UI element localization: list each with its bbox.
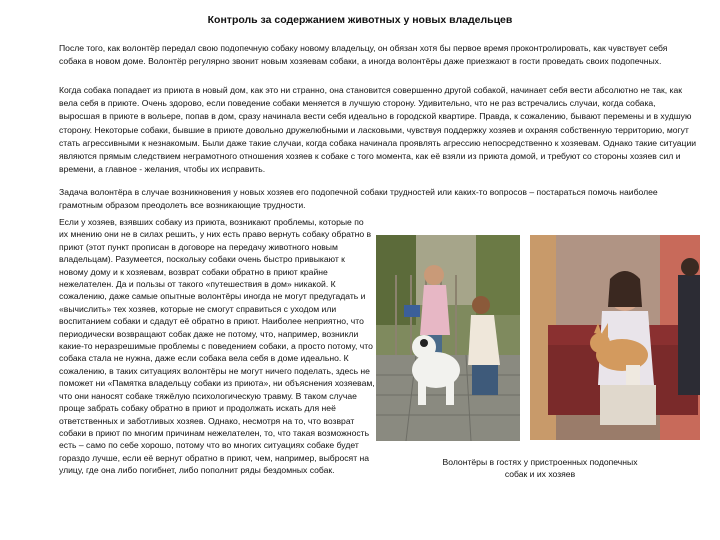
paragraph-behavior: Когда собака попадает из приюта в новый дом, как это ни странно, она становится совершенно другой собакой, начинает себя вести абсолютно не так, как вела себя в приюте. Очень здорово, если поведение собаки меняется в лучшую сторону. Удивительно, что не раз встречались случаи, когда собака, выросшая в приюте в вольере, попав в дом, сразу начинала вести себя идеально в городской квартире. Правда, к сожалению, бывают перемены и в худшую сторону. Некоторые собаки, бывшие в приюте довольно дружелюбными и ласковыми, чувствуя поддержку хозяев и охраняя собственную территорию, могут стать агрессивными к незнакомым. Были даже такие случаи, когда собака начинала проявлять агрессию непосредственно к хозяевам. Однако такие ситуации являются прямым следствием неграмотного отношения хозяев к собаке с того момента, как её взяли из приюта домой, и требуют со стороны хозяев сил и времени, а главное - желания, чтобы их исправить. — [59, 85, 697, 175]
paragraph-volunteer-task: Задача волонтёра в случае возникновения у новых хозяев его подопечной собаки трудностей или каких-то вопросов – постараться помочь наиболее грамотным образом преодолеть все возникающие трудности. — [59, 187, 658, 211]
photo-caption: Волонтёры в гостях у пристроенных подопечных собак и их хозяев — [442, 457, 638, 480]
page-title: Контроль за содержанием животных у новых владельцев — [207, 14, 513, 26]
paragraph-intro: После того, как волонтёр передал свою подопечную собаку новому владельцу, он обязан хотя бы первое время проконтролировать, как чувствует себя собака в новом доме. Волонтёр регулярно звонит новым хозяевам собаки, а иногда волонтёры даже приезжают в гости проведать своих подопечных. — [59, 43, 668, 67]
paragraph-return-policy: Если у хозяев, взявших собаку из приюта, возникают проблемы, которые по их мнению они не в силах решить, у них есть право вернуть собаку обратно в приют (этот пункт прописан в договоре на передачу животного новым владельцам). Разумеется, поскольку собаки очень быстро привыкают к новому дому и к хозяевам, возврат собаки обратно в приют крайне нежелателен. Да и пользы от такого «путешествия в дом» никакой. К сожалению, даже самые опытные волонтёры иногда не могут предугадать и «вычислить» тех хозяев, которые не смогут справиться с уходом или воспитанием собаки и сдадут её обратно в приют. Наиболее неприятно, что периодически возвращают собак даже не потому, что, например, возникли какие-то неразрешимые проблемы с поведением собаки, а просто потому, что собака стала не нужна, даже если собака вела себя в доме идеально. К сожалению, в таких ситуациях волонтёры не могут ничего поделать, здесь не поможет ни «Памятка владельцу собаки из приюта», ни объяснения хозяевам, что они наносят собаке тяжёлую психологическую травму. В таком случае проще забрать собаку обратно в приют и продолжать искать для неё ответственных и заботливых хозяев. Однако, несмотря на то, что возврат собаки в приют по многим причинам нежелателен, то, что такая возможность есть – само по себе хорошо, потому что во многих ситуациях собаке будет гораздо лучше, если её вернут обратно в приют, чем, например, выбросят на улицу, где она либо погибнет, либо пополнит ряды бездомных собак. — [59, 217, 375, 476]
photo-sofa-dog — [530, 235, 700, 440]
photo-garden-dog — [376, 235, 520, 441]
